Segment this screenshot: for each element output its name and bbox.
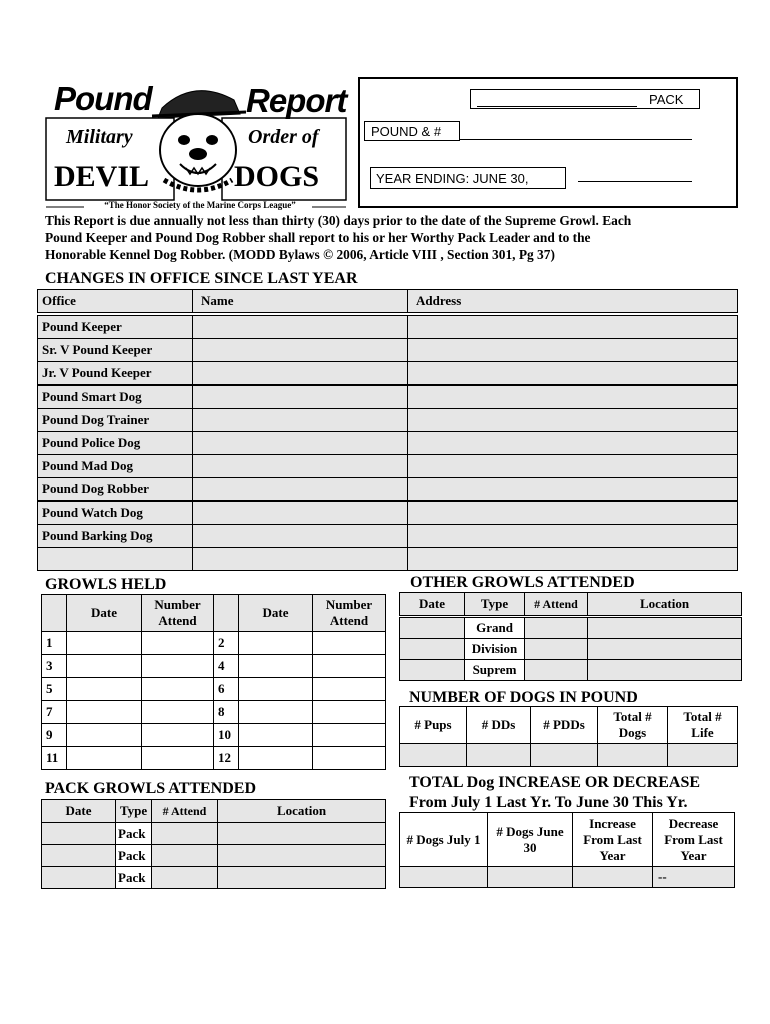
total-header-2: Increase From Last Year [572,812,653,867]
pack-growls-table [41,799,386,889]
other-growls-header-attend: # Attend [524,592,588,616]
growls-held-number-header-left: Number Attend [141,594,214,632]
pack-growls-title: PACK GROWLS ATTENDED [45,780,256,797]
office-name-field-2[interactable] [192,361,408,385]
growl-number-6: 6 [213,677,239,701]
dogs-header-4: Total # Life [667,706,738,744]
year-ending-label: YEAR ENDING: JUNE 30, [376,171,529,186]
office-label-2: Jr. V Pound Keeper [37,361,193,385]
growl-date-field-7[interactable] [66,700,142,724]
logo-word-dogs: DOGS [234,160,320,193]
dogs-value-field-2[interactable] [530,743,598,767]
total-change-table [399,812,735,888]
pack-growl-attend-field-0[interactable] [151,822,218,845]
office-label-5: Pound Police Dog [37,431,193,455]
year-ending-box [370,167,566,189]
office-address-field-10[interactable] [407,547,738,571]
growl-attend-field-7[interactable] [141,700,214,724]
growls-held-blank-header-left [41,594,67,632]
pack-growls-header-date: Date [41,799,116,823]
growl-number-2: 2 [213,631,239,655]
total-change-title-line1: TOTAL Dog INCREASE OR DECREASE [409,774,701,791]
dogs-header-2: # PDDs [530,706,598,744]
other-growl-date-field-2[interactable] [399,659,465,681]
growl-attend-field-3[interactable] [141,654,214,678]
growl-date-field-9[interactable] [66,723,142,747]
growl-date-field-2[interactable] [238,631,313,655]
dogs-in-pound-table [399,706,738,768]
other-growl-attend-field-2[interactable] [524,659,588,681]
office-label-4: Pound Dog Trainer [37,408,193,432]
changes-header-name: Name [192,289,408,313]
growl-number-11: 11 [41,746,67,770]
year-input[interactable] [578,167,692,182]
logo-word-report: Report [246,82,347,119]
header-box [358,77,738,208]
other-growl-location-field-2[interactable] [587,659,742,681]
office-name-field-6[interactable] [192,454,408,478]
growl-attend-field-8[interactable] [312,700,386,724]
pound-box [364,121,460,141]
total-change-title-line2: From July 1 Last Yr. To June 30 This Yr. [409,794,688,811]
pack-growl-date-field-0[interactable] [41,822,116,845]
other-growls-title: OTHER GROWLS ATTENDED [410,574,635,591]
total-value-field-0[interactable] [399,866,488,888]
growl-date-field-11[interactable] [66,746,142,770]
pack-label: PACK [649,92,684,107]
growls-held-date-header-left: Date [66,594,142,632]
growl-number-9: 9 [41,723,67,747]
changes-table [37,289,738,569]
growl-date-field-3[interactable] [66,654,142,678]
office-name-field-9[interactable] [192,524,408,548]
pack-growl-date-field-2[interactable] [41,866,116,889]
office-name-field-1[interactable] [192,338,408,362]
other-growls-table [399,592,742,684]
total-value-field-3[interactable] [652,866,735,888]
growl-attend-field-6[interactable] [312,677,386,701]
growl-attend-field-5[interactable] [141,677,214,701]
office-name-field-4[interactable] [192,408,408,432]
intro-line-3: Honorable Kennel Dog Robber. (MODD Bylaws © 2006, Article VIII , Section 301, Pg 37) [45,247,555,262]
pack-growl-type-0: Pack [115,822,152,845]
intro-line-2: Pound Keeper and Pound Dog Robber shall report to his or her Worthy Pack Leader and to the [45,230,591,245]
office-address-field-0[interactable] [407,315,738,339]
growl-number-1: 1 [41,631,67,655]
other-growl-date-field-0[interactable] [399,617,465,639]
other-growl-attend-field-0[interactable] [524,617,588,639]
growl-date-field-12[interactable] [238,746,313,770]
office-label-1: Sr. V Pound Keeper [37,338,193,362]
office-label-10 [37,547,193,571]
logo-word-devil: DEVIL [54,160,150,193]
total-value-field-2[interactable] [572,866,653,888]
office-address-field-5[interactable] [407,431,738,455]
other-growl-type-2: Suprem [464,659,525,681]
pack-box [470,89,700,109]
office-address-field-2[interactable] [407,361,738,385]
dogs-in-pound-title: NUMBER OF DOGS IN POUND [409,689,638,706]
office-address-field-6[interactable] [407,454,738,478]
growl-date-field-10[interactable] [238,723,313,747]
logo [44,78,349,213]
pack-growl-location-field-0[interactable] [217,822,386,845]
intro-text [45,212,745,263]
growl-number-12: 12 [213,746,239,770]
pack-input[interactable] [477,92,637,107]
office-label-3: Pound Smart Dog [37,385,193,409]
office-name-field-7[interactable] [192,477,408,501]
office-address-field-7[interactable] [407,477,738,501]
changes-title: CHANGES IN OFFICE SINCE LAST YEAR [45,270,358,287]
total-header-0: # Dogs July 1 [399,812,488,867]
other-growl-location-field-0[interactable] [587,617,742,639]
growls-held-blank-header-right [213,594,239,632]
total-header-1: # Dogs June 30 [487,812,573,867]
office-name-field-0[interactable] [192,315,408,339]
growl-date-field-1[interactable] [66,631,142,655]
dogs-header-0: # Pups [399,706,467,744]
other-growl-date-field-1[interactable] [399,638,465,660]
pack-growl-location-field-2[interactable] [217,866,386,889]
growl-number-4: 4 [213,654,239,678]
office-address-field-3[interactable] [407,385,738,409]
other-growl-location-field-1[interactable] [587,638,742,660]
growl-date-field-8[interactable] [238,700,313,724]
growl-date-field-5[interactable] [66,677,142,701]
growl-date-field-4[interactable] [238,654,313,678]
pack-growl-type-2: Pack [115,866,152,889]
dogs-value-field-3[interactable] [597,743,668,767]
pack-growls-header-type: Type [115,799,152,823]
office-label-0: Pound Keeper [37,315,193,339]
office-address-field-1[interactable] [407,338,738,362]
other-growls-header-type: Type [464,592,525,616]
growl-attend-field-12[interactable] [312,746,386,770]
pound-label: POUND & # [371,124,442,139]
other-growl-attend-field-1[interactable] [524,638,588,660]
dogs-header-3: Total # Dogs [597,706,668,744]
growl-attend-field-9[interactable] [141,723,214,747]
office-name-field-3[interactable] [192,385,408,409]
changes-header-address: Address [407,289,738,313]
dogs-header-1: # DDs [466,706,531,744]
dogs-value-field-1[interactable] [466,743,531,767]
growl-number-3: 3 [41,654,67,678]
logo-word-order-of: Order of [248,126,319,148]
growl-attend-field-10[interactable] [312,723,386,747]
growl-attend-field-1[interactable] [141,631,214,655]
office-name-field-10[interactable] [192,547,408,571]
pack-growl-type-1: Pack [115,844,152,867]
changes-header-office: Office [37,289,193,313]
dogs-value-field-0[interactable] [399,743,467,767]
growls-held-title: GROWLS HELD [45,576,167,593]
office-label-7: Pound Dog Robber [37,477,193,501]
growl-attend-field-4[interactable] [312,654,386,678]
logo-word-military: Military [66,126,133,148]
office-address-field-4[interactable] [407,408,738,432]
office-label-8: Pound Watch Dog [37,501,193,525]
office-address-field-9[interactable] [407,524,738,548]
total-header-3: Decrease From Last Year [652,812,735,867]
office-label-9: Pound Barking Dog [37,524,193,548]
office-label-6: Pound Mad Dog [37,454,193,478]
decrease-value: -- [658,869,667,884]
growl-number-10: 10 [213,723,239,747]
growls-held-number-header-right: Number Attend [312,594,386,632]
other-growls-header-location: Location [587,592,742,616]
growls-held-table [41,594,386,772]
total-value-field-1[interactable] [487,866,573,888]
office-name-field-8[interactable] [192,501,408,525]
pound-number-input[interactable] [460,125,692,140]
other-growl-type-0: Grand [464,617,525,639]
logo-tagline: “The Honor Society of the Marine Corps League” [104,200,296,210]
growl-number-8: 8 [213,700,239,724]
pack-growl-location-field-1[interactable] [217,844,386,867]
growl-number-5: 5 [41,677,67,701]
office-address-field-8[interactable] [407,501,738,525]
pack-growl-attend-field-2[interactable] [151,866,218,889]
pack-growl-attend-field-1[interactable] [151,844,218,867]
growl-attend-field-2[interactable] [312,631,386,655]
pack-growls-header-attend: # Attend [151,799,218,823]
dogs-value-field-4[interactable] [667,743,738,767]
office-name-field-5[interactable] [192,431,408,455]
other-growls-header-date: Date [399,592,465,616]
growl-attend-field-11[interactable] [141,746,214,770]
growls-held-date-header-right: Date [238,594,313,632]
logo-word-pound: Pound [54,80,152,117]
growl-number-7: 7 [41,700,67,724]
intro-line-1: This Report is due annually not less than thirty (30) days prior to the date of the Supreme Growl. Each [45,213,632,228]
pack-growls-header-location: Location [217,799,386,823]
other-growl-type-1: Division [464,638,525,660]
pack-growl-date-field-1[interactable] [41,844,116,867]
growl-date-field-6[interactable] [238,677,313,701]
